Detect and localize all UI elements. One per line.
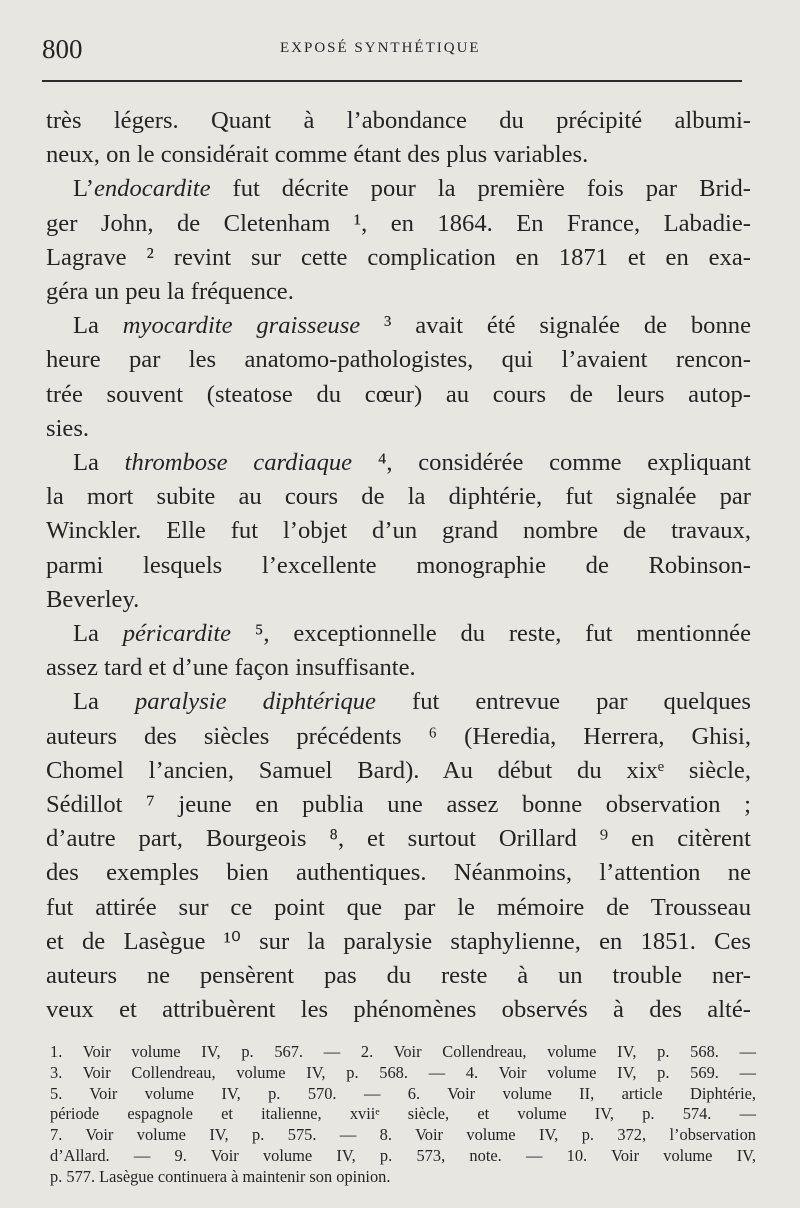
- text-line: neux, on le considérait comme étant des plus variables.: [46, 141, 589, 169]
- text-line: Winckler. Elle fut l’objet d’un grand nombre de travaux,: [46, 517, 751, 545]
- text-line: La myocardite graisseuse ³ avait été signalée de bonne: [73, 312, 751, 340]
- footnote-line: 1. Voir volume IV, p. 567. — 2. Voir Collendreau, volume IV, p. 568. —: [50, 1042, 756, 1061]
- text-line: Chomel l’ancien, Samuel Bard). Au début du xixᵉ siècle,: [46, 756, 751, 784]
- text-line: Lagrave ² revint sur cette complication en 1871 et en exa-: [46, 243, 751, 271]
- page-number: 800: [42, 34, 83, 64]
- text-line: Beverley.: [46, 585, 140, 613]
- italic-term: péricardite: [122, 620, 232, 648]
- text-line: très légers. Quant à l’abondance du précipité albumi-: [46, 107, 751, 134]
- text-line: et de Lasègue ¹⁰ sur la paralysie staphylienne, en 1851. Ces: [46, 927, 751, 955]
- text-line: fut attirée sur ce point que par le mémoire de Trousseau: [46, 893, 751, 921]
- text-line: La paralysie diphtérique fut entrevue par quelques: [73, 688, 751, 716]
- text-line: ger John, de Cletenham ¹, en 1864. En France, Labadie-: [46, 209, 751, 237]
- text-line: Sédillot ⁷ jeune en publia une assez bonne observation ;: [46, 791, 751, 819]
- text-line: des exemples bien authentiques. Néanmoins, l’attention ne: [46, 859, 751, 887]
- text-line: heure par les anatomo-pathologistes, qui l’avaient rencon-: [46, 346, 751, 374]
- italic-term: paralysie diphtérique: [135, 688, 376, 716]
- footnote-line: 5. Voir volume IV, p. 570. — 6. Voir volume II, article Diphtérie,: [50, 1083, 756, 1103]
- text-line: auteurs des siècles précédents ⁶ (Heredia, Herrera, Ghisi,: [46, 722, 751, 750]
- footnote-line: période espagnole et italienne, xviiᵉ siècle, et volume IV, p. 574. —: [50, 1104, 756, 1124]
- header-rule: [42, 80, 742, 82]
- text-line: auteurs ne pensèrent pas du reste à un trouble ner-: [46, 962, 751, 990]
- footnotes: [50, 1042, 756, 1188]
- text-line: la mort subite au cours de la diphtérie, fut signalée par: [46, 483, 751, 511]
- body-text: [46, 104, 751, 1027]
- text-line: assez tard et d’une façon insuffisante.: [46, 654, 416, 682]
- text-line: L’endocardite fut décrite pour la première fois par Brid-: [73, 175, 751, 203]
- text-line: sies.: [46, 414, 90, 442]
- text-line: d’autre part, Bourgeois ⁸, et surtout Orillard ⁹ en citèrent: [46, 825, 751, 853]
- page-header: [42, 30, 742, 66]
- italic-term: myocardite graisseuse: [122, 312, 361, 340]
- footnote-line: p. 577. Lasègue continuera à maintenir son opinion.: [50, 1166, 391, 1186]
- text-line: trée souvent (steatose du cœur) au cours de leurs autop-: [46, 380, 751, 408]
- text-line: veux et attribuèrent les phénomènes observés à des alté-: [46, 996, 751, 1024]
- footnote-line: d’Allard. — 9. Voir volume IV, p. 573, note. — 10. Voir volume IV,: [50, 1145, 756, 1165]
- text-line: La péricardite ⁵, exceptionnelle du reste, fut mentionnée: [73, 620, 751, 648]
- footnote-line: 3. Voir Collendreau, volume IV, p. 568. — 4. Voir volume IV, p. 569. —: [50, 1062, 756, 1082]
- text-line: parmi lesquels l’excellente monographie de Robinson-: [46, 551, 751, 579]
- text-line: La thrombose cardiaque ⁴, considérée comme expliquant: [73, 449, 752, 477]
- text-line: géra un peu la fréquence.: [46, 278, 294, 306]
- running-head: EXPOSÉ SYNTHÉTIQUE: [280, 40, 481, 56]
- footnote-line: 7. Voir volume IV, p. 575. — 8. Voir volume IV, p. 372, l’observation: [50, 1125, 756, 1145]
- italic-term: thrombose cardiaque: [124, 449, 353, 477]
- italic-term: endocardite: [93, 175, 211, 203]
